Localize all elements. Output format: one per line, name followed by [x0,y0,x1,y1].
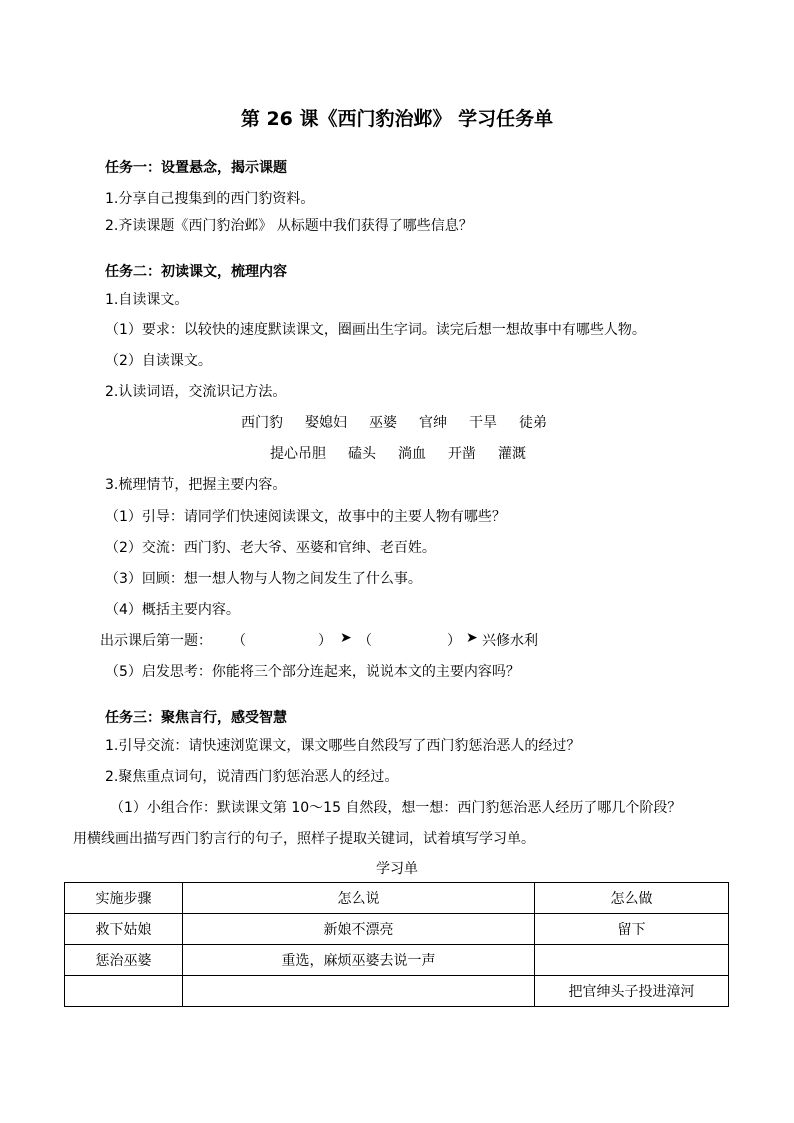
table-row [65,945,729,976]
vocab-word: 灌溉 [498,446,526,462]
vocab-word: 提心吊胆 [270,446,326,462]
table-cell: 救下姑娘 [65,914,183,945]
vocab-word: 开凿 [448,446,476,462]
task2-line-9: （4）概括主要内容。 [105,602,240,618]
table-cell: 新娘不漂亮 [183,914,535,945]
task2-line-5: 3.梳理情节，把握主要内容。 [105,477,287,493]
table-cell [65,976,183,1007]
worksheet-table [64,882,729,1007]
vocab-row-2 [270,443,526,463]
table-cell: 重选，麻烦巫婆去说一声 [183,945,535,976]
task3-line-3: （1）小组合作：默读课文第 10～15 自然段，想一想：西门豹惩治恶人经历了哪几个阶段？ [110,800,682,816]
vocab-word: 巫婆 [369,415,397,431]
vocab-word: 淌血 [398,446,426,462]
task3-line-1: 1.引导交流：请快速浏览课文，课文哪些自然段写了西门豹惩治恶人的经过？ [105,738,581,754]
header-cell: 实施步骤 [65,883,183,914]
vocab-word: 徒弟 [519,415,547,431]
vocab-word: 西门豹 [241,415,283,431]
task2-line-1: 1.自读课文。 [105,292,189,308]
blank-1-close: ） [318,633,332,649]
task2-line-2: （1）要求：以较快的速度默读课文，圈画出生字词。读完后想一想故事中有哪些人物。 [105,322,646,338]
worksheet-caption: 学习单 [376,861,418,877]
table-row [65,976,729,1007]
task1-item-1: 1.分享自己搜集到的西门豹资料。 [105,191,315,207]
task2-line-4: 2.认读词语，交流识记方法。 [105,384,287,400]
blank-2-close: ） [447,633,461,649]
blank-1-open: （ [232,633,246,649]
task2-line-11: （5）启发思考：你能将三个部分连起来，说说本文的主要内容吗？ [105,664,520,680]
vocab-word: 娶媳妇 [305,415,347,431]
task2-heading: 任务二：初读课文，梳理内容 [105,264,287,280]
arrow-icon: ➤ [340,630,352,646]
table-header-row [65,883,729,914]
task3-heading: 任务三：聚焦言行，感受智慧 [105,710,287,726]
arrow-icon: ➤ [466,630,478,646]
table-cell: 惩治巫婆 [65,945,183,976]
vocab-word: 磕头 [348,446,376,462]
blank-2-open: （ [358,633,372,649]
table-cell: 把官绅头子投进漳河 [535,976,729,1007]
task3-line-2: 2.聚焦重点词句，说清西门豹惩治恶人的经过。 [105,769,399,785]
exercise-end: 兴修水利 [482,633,538,649]
header-cell: 怎么做 [535,883,729,914]
task1-item-2: 2.齐读课题《西门豹治邺》 从标题中我们获得了哪些信息？ [105,218,473,234]
task2-line-3: （2）自读课文。 [105,353,212,369]
vocab-word: 官绅 [419,415,447,431]
table-row [65,914,729,945]
task2-line-6: （1）引导：请同学们快速阅读课文，故事中的主要人物有哪些？ [105,509,506,525]
task3-line-4: 用横线画出描写西门豹言行的句子，照样子提取关键词，试着填写学习单。 [73,831,535,847]
table-cell: 留下 [535,914,729,945]
task2-line-8: （3）回顾：想一想人物与人物之间发生了什么事。 [105,571,422,587]
exercise-label: 出示课后第一题： [100,633,212,649]
task1-heading: 任务一：设置悬念，揭示课题 [105,160,287,176]
page-title: 第 26 课《西门豹治邺》 学习任务单 [240,108,554,130]
task2-line-7: （2）交流：西门豹、老大爷、巫婆和官绅、老百姓。 [105,540,436,556]
vocab-row-1 [241,412,547,432]
table-cell [535,945,729,976]
header-cell: 怎么说 [183,883,535,914]
vocab-word: 干旱 [469,415,497,431]
table-cell [183,976,535,1007]
